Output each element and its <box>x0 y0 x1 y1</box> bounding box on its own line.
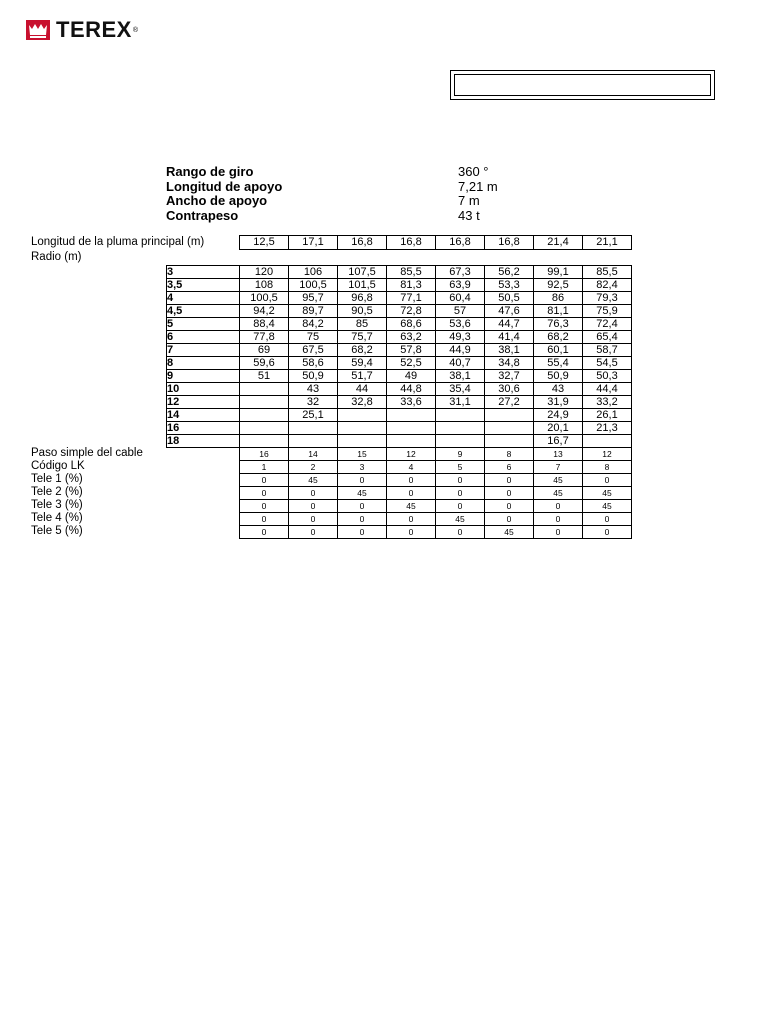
load-cell: 96,8 <box>338 292 387 305</box>
load-cell: 59,4 <box>338 357 387 370</box>
load-cell: 56,2 <box>485 266 534 279</box>
load-cell: 101,5 <box>338 279 387 292</box>
load-cell: 52,5 <box>387 357 436 370</box>
load-cell: 49 <box>387 370 436 383</box>
config-cell: 0 <box>240 474 289 487</box>
load-cell <box>436 422 485 435</box>
table-row <box>240 461 632 474</box>
load-cell: 94,2 <box>240 305 289 318</box>
boom-length-cell: 16,8 <box>436 236 485 250</box>
specs-block <box>166 165 526 223</box>
config-cell: 0 <box>289 487 338 500</box>
load-cell <box>338 422 387 435</box>
spec-value: 43 t <box>458 207 480 223</box>
config-cell: 45 <box>436 513 485 526</box>
table-row <box>167 409 632 422</box>
config-cell: 0 <box>338 500 387 513</box>
radius-cell: 18 <box>167 435 240 448</box>
load-cell: 33,6 <box>387 396 436 409</box>
load-cell: 81,3 <box>387 279 436 292</box>
config-cell: 0 <box>240 500 289 513</box>
config-cell: 45 <box>387 500 436 513</box>
load-cell: 50,5 <box>485 292 534 305</box>
load-cell <box>240 409 289 422</box>
load-cell: 67,3 <box>436 266 485 279</box>
config-cell: 45 <box>583 487 632 500</box>
config-cell: 8 <box>485 448 534 461</box>
config-cell: 12 <box>387 448 436 461</box>
table-row <box>167 370 632 383</box>
radius-cell: 3 <box>167 266 240 279</box>
spec-row-outrigger-length <box>166 180 526 195</box>
config-cell: 9 <box>436 448 485 461</box>
boom-length-cell: 16,8 <box>387 236 436 250</box>
load-cell: 86 <box>534 292 583 305</box>
load-cell: 43 <box>534 383 583 396</box>
load-cell: 72,4 <box>583 318 632 331</box>
radius-cell: 6 <box>167 331 240 344</box>
config-cell: 4 <box>387 461 436 474</box>
radius-cell: 9 <box>167 370 240 383</box>
config-table <box>239 447 632 539</box>
load-cell <box>387 422 436 435</box>
load-cell: 69 <box>240 344 289 357</box>
load-cell: 49,3 <box>436 331 485 344</box>
config-cell: 0 <box>387 487 436 500</box>
config-cell: 45 <box>338 487 387 500</box>
load-cell: 68,2 <box>534 331 583 344</box>
config-cell: 7 <box>534 461 583 474</box>
config-cell: 45 <box>534 487 583 500</box>
config-cell: 3 <box>338 461 387 474</box>
load-cell <box>338 409 387 422</box>
table-row <box>167 344 632 357</box>
load-cell: 92,5 <box>534 279 583 292</box>
load-cell: 84,2 <box>289 318 338 331</box>
load-cell: 85,5 <box>583 266 632 279</box>
load-cell: 32,8 <box>338 396 387 409</box>
load-cell <box>240 396 289 409</box>
load-cell: 21,3 <box>583 422 632 435</box>
radius-cell: 4 <box>167 292 240 305</box>
load-cell: 30,6 <box>485 383 534 396</box>
load-cell: 76,3 <box>534 318 583 331</box>
radius-cell: 7 <box>167 344 240 357</box>
spec-value: 7 m <box>458 193 480 208</box>
config-cell: 0 <box>583 526 632 539</box>
table-row <box>167 396 632 409</box>
load-chart-table <box>166 265 632 448</box>
load-cell <box>240 383 289 396</box>
load-cell <box>289 435 338 448</box>
load-cell: 47,6 <box>485 305 534 318</box>
load-cell: 120 <box>240 266 289 279</box>
load-cell: 100,5 <box>240 292 289 305</box>
load-cell <box>436 435 485 448</box>
table-row <box>167 331 632 344</box>
load-cell: 31,9 <box>534 396 583 409</box>
config-cell: 16 <box>240 448 289 461</box>
table-row <box>240 526 632 539</box>
spec-label: Rango de giro <box>166 164 254 179</box>
table-row <box>167 422 632 435</box>
radius-label: Radio (m) <box>31 251 82 263</box>
load-cell: 55,4 <box>534 357 583 370</box>
config-cell: 45 <box>289 474 338 487</box>
boom-length-cell: 16,8 <box>485 236 534 250</box>
table-row <box>167 279 632 292</box>
load-cell: 27,2 <box>485 396 534 409</box>
radius-cell: 10 <box>167 383 240 396</box>
table-row <box>167 357 632 370</box>
load-cell <box>436 409 485 422</box>
config-cell: 0 <box>387 513 436 526</box>
load-cell <box>387 435 436 448</box>
load-cell: 33,2 <box>583 396 632 409</box>
config-cell: 14 <box>289 448 338 461</box>
config-cell: 45 <box>534 474 583 487</box>
brand-name: TEREX <box>56 17 132 42</box>
load-cell: 31,1 <box>436 396 485 409</box>
config-cell: 0 <box>583 513 632 526</box>
load-cell: 34,8 <box>485 357 534 370</box>
config-cell: 45 <box>485 526 534 539</box>
load-cell: 50,9 <box>289 370 338 383</box>
config-cell: 0 <box>240 526 289 539</box>
load-cell: 75,9 <box>583 305 632 318</box>
load-cell: 82,4 <box>583 279 632 292</box>
load-cell: 60,4 <box>436 292 485 305</box>
load-cell: 108 <box>240 279 289 292</box>
table-row <box>240 448 632 461</box>
load-cell: 50,3 <box>583 370 632 383</box>
config-cell: 0 <box>387 474 436 487</box>
load-cell: 63,9 <box>436 279 485 292</box>
load-cell: 44,4 <box>583 383 632 396</box>
table-row <box>167 318 632 331</box>
load-cell: 44,8 <box>387 383 436 396</box>
config-row-label: Tele 1 (%) <box>31 473 83 485</box>
load-cell: 95,7 <box>289 292 338 305</box>
load-cell <box>485 435 534 448</box>
load-cell: 44,9 <box>436 344 485 357</box>
config-cell: 0 <box>240 487 289 500</box>
load-cell: 51 <box>240 370 289 383</box>
load-cell: 72,8 <box>387 305 436 318</box>
config-cell: 13 <box>534 448 583 461</box>
config-cell: 0 <box>534 526 583 539</box>
config-cell: 0 <box>485 513 534 526</box>
load-cell <box>289 422 338 435</box>
load-cell: 79,3 <box>583 292 632 305</box>
load-cell: 54,5 <box>583 357 632 370</box>
config-row-label: Código LK <box>31 460 85 472</box>
load-cell: 75 <box>289 331 338 344</box>
radius-cell: 8 <box>167 357 240 370</box>
radius-cell: 14 <box>167 409 240 422</box>
boom-length-cell: 12,5 <box>240 236 289 250</box>
load-cell: 43 <box>289 383 338 396</box>
load-cell: 44,7 <box>485 318 534 331</box>
config-cell: 0 <box>289 500 338 513</box>
load-cell: 59,6 <box>240 357 289 370</box>
config-cell: 0 <box>485 474 534 487</box>
load-cell: 44 <box>338 383 387 396</box>
config-cell: 0 <box>338 526 387 539</box>
title-box-inner <box>454 74 711 96</box>
load-cell: 53,3 <box>485 279 534 292</box>
config-cell: 15 <box>338 448 387 461</box>
title-box <box>450 70 715 100</box>
load-cell: 53,6 <box>436 318 485 331</box>
terex-logo-icon <box>26 20 50 40</box>
config-row-label: Paso simple del cable <box>31 447 143 459</box>
spec-row-counterweight <box>166 209 526 224</box>
load-cell <box>240 435 289 448</box>
load-cell: 32 <box>289 396 338 409</box>
table-row <box>167 292 632 305</box>
load-cell: 24,9 <box>534 409 583 422</box>
spec-row-outrigger-width <box>166 194 526 209</box>
load-cell: 51,7 <box>338 370 387 383</box>
table-row <box>167 435 632 448</box>
table-row <box>240 513 632 526</box>
terex-logo <box>26 18 138 42</box>
load-cell: 40,7 <box>436 357 485 370</box>
config-row-label: Tele 5 (%) <box>31 525 83 537</box>
load-cell: 107,5 <box>338 266 387 279</box>
load-cell: 58,7 <box>583 344 632 357</box>
spec-value: 7,21 m <box>458 178 498 194</box>
boom-length-cell: 16,8 <box>338 236 387 250</box>
spec-label: Longitud de apoyo <box>166 178 283 194</box>
load-cell <box>485 409 534 422</box>
load-cell: 89,7 <box>289 305 338 318</box>
config-cell: 0 <box>436 500 485 513</box>
load-cell: 100,5 <box>289 279 338 292</box>
brand-registered-mark: ® <box>132 26 139 34</box>
load-cell: 38,1 <box>436 370 485 383</box>
load-cell: 26,1 <box>583 409 632 422</box>
radius-cell: 5 <box>167 318 240 331</box>
radius-cell: 12 <box>167 396 240 409</box>
spec-row-slew <box>166 165 526 180</box>
config-cell: 2 <box>289 461 338 474</box>
boom-length-cell: 17,1 <box>289 236 338 250</box>
load-cell <box>583 435 632 448</box>
load-cell <box>387 409 436 422</box>
spec-label: Ancho de apoyo <box>166 193 268 208</box>
table-row <box>167 266 632 279</box>
load-cell: 106 <box>289 266 338 279</box>
config-cell: 6 <box>485 461 534 474</box>
load-cell: 85 <box>338 318 387 331</box>
table-row <box>240 487 632 500</box>
config-row-label: Tele 3 (%) <box>31 499 83 511</box>
config-cell: 0 <box>583 474 632 487</box>
config-cell: 0 <box>534 500 583 513</box>
table-row <box>240 500 632 513</box>
config-row-label: Tele 4 (%) <box>31 512 83 524</box>
boom-length-cell: 21,4 <box>534 236 583 250</box>
config-cell: 0 <box>289 513 338 526</box>
load-cell: 60,1 <box>534 344 583 357</box>
load-cell: 63,2 <box>387 331 436 344</box>
config-cell: 0 <box>240 513 289 526</box>
config-cell: 0 <box>387 526 436 539</box>
boom-length-row <box>240 236 632 250</box>
load-cell: 68,2 <box>338 344 387 357</box>
table-row <box>240 474 632 487</box>
table-row <box>167 383 632 396</box>
load-cell: 57,8 <box>387 344 436 357</box>
config-cell: 0 <box>534 513 583 526</box>
load-cell: 81,1 <box>534 305 583 318</box>
load-cell: 90,5 <box>338 305 387 318</box>
load-cell: 50,9 <box>534 370 583 383</box>
boom-length-label: Longitud de la pluma principal (m) <box>31 236 205 248</box>
load-cell <box>338 435 387 448</box>
load-cell: 41,4 <box>485 331 534 344</box>
load-cell: 75,7 <box>338 331 387 344</box>
load-cell: 58,6 <box>289 357 338 370</box>
load-cell: 35,4 <box>436 383 485 396</box>
config-row-label: Tele 2 (%) <box>31 486 83 498</box>
config-cell: 0 <box>338 513 387 526</box>
load-cell: 65,4 <box>583 331 632 344</box>
radius-cell: 3,5 <box>167 279 240 292</box>
load-cell: 88,4 <box>240 318 289 331</box>
config-cell: 0 <box>485 487 534 500</box>
load-cell: 20,1 <box>534 422 583 435</box>
load-cell: 77,8 <box>240 331 289 344</box>
spec-label: Contrapeso <box>166 207 239 223</box>
radius-cell: 4,5 <box>167 305 240 318</box>
load-cell: 57 <box>436 305 485 318</box>
config-cell: 45 <box>583 500 632 513</box>
table-row <box>167 305 632 318</box>
config-cell: 0 <box>436 487 485 500</box>
load-cell: 67,5 <box>289 344 338 357</box>
spec-value: 360 ° <box>458 164 489 179</box>
config-cell: 0 <box>436 474 485 487</box>
config-cell: 0 <box>289 526 338 539</box>
config-cell: 8 <box>583 461 632 474</box>
load-cell <box>240 422 289 435</box>
load-cell: 99,1 <box>534 266 583 279</box>
load-cell: 68,6 <box>387 318 436 331</box>
load-cell: 38,1 <box>485 344 534 357</box>
config-cell: 0 <box>485 500 534 513</box>
config-cell: 0 <box>436 526 485 539</box>
load-cell <box>485 422 534 435</box>
boom-length-table <box>239 235 632 250</box>
boom-length-cell: 21,1 <box>583 236 632 250</box>
radius-cell: 16 <box>167 422 240 435</box>
load-cell: 85,5 <box>387 266 436 279</box>
load-cell: 77,1 <box>387 292 436 305</box>
load-cell: 25,1 <box>289 409 338 422</box>
load-cell: 32,7 <box>485 370 534 383</box>
config-cell: 5 <box>436 461 485 474</box>
config-cell: 12 <box>583 448 632 461</box>
load-cell: 16,7 <box>534 435 583 448</box>
config-cell: 1 <box>240 461 289 474</box>
config-cell: 0 <box>338 474 387 487</box>
